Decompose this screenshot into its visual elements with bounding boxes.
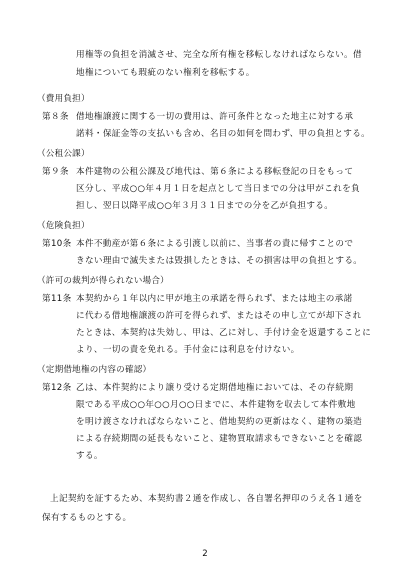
article-text: 乙は、本件契約により譲り受ける定期借地権においては、その存続期 [76,383,354,393]
article-line [42,294,372,305]
article-heading: （定期借地権の内容の確認） [37,365,152,375]
article-line: する。 [76,451,103,461]
article-line: 担し、翌日以降平成○○年３月３１日までの分を乙が負担する。 [76,201,334,211]
article-line: より、一切の責を免れる。手付金には利息を付けない。 [76,345,300,355]
article-line [42,112,372,123]
continuation-line: 用権等の負担を消滅させ、完全な所有権を移転しなければならない。借 [76,50,362,60]
article-number: 第12条 [42,383,72,393]
page-number: 2 [202,549,208,559]
article-heading: （公租公課） [37,149,90,159]
article-line [42,239,372,250]
article-number: 第８条 [42,112,69,122]
article-heading: （危険負担） [37,221,90,231]
article-line: きない理由で滅失または毀損したときは、その損害は甲の負担とする。 [76,256,363,266]
article-line: による存続期間の延長もないこと、建物買取請求もできないことを確認 [76,434,363,444]
continuation-line: 地権についても瑕疵のない権利を移転する。 [76,68,255,78]
article-text: 借地権譲渡に関する一切の費用は、許可条件となった地主に対する承 [76,112,354,122]
article-text: 本契約から１年以内に甲が地主の承諾を得られず、または地主の承諾 [76,294,353,304]
article-line: 区分し、平成○○年４月１日を起点として当日までの分は甲がこれを負 [76,184,361,194]
article-line: に代わる借地権譲渡の許可を得られず、またはその申し立てが却下され [76,311,362,321]
article-line [42,167,372,178]
article-line: を明け渡さなければならないこと、借地契約の更新はなく、建物の築造 [76,417,363,427]
article-line: 諾料・保証金等の支払いも含め、名目の如何を問わず、甲の負担とする。 [76,129,371,139]
article-line: たときは、本契約は失効し、甲は、乙に対し、手付け金を返還することに [76,328,372,338]
article-text: 本件建物の公租公課及び地代は、第６条による移転登記の日をもって [76,167,354,177]
article-line: 限である平成○○年○○月○○日までに、本件建物を収去して本件敷地 [76,400,356,410]
article-number: 第11条 [42,294,72,304]
closing-clause: 上記契約を証するため、本契約書２通を作成し、各自署名押印のうえ各１通を [50,494,363,504]
article-heading: （許可の裁判が得られない場合） [37,276,169,286]
article-text: 本件不動産が第６条による引渡し以前に、当事者の責に帰すことので [76,239,354,249]
article-number: 第９条 [42,167,69,177]
article-line [42,383,372,394]
article-heading: （費用負担） [37,94,90,104]
closing-clause: 保有するものとする。 [42,513,132,523]
article-number: 第10条 [42,239,72,249]
